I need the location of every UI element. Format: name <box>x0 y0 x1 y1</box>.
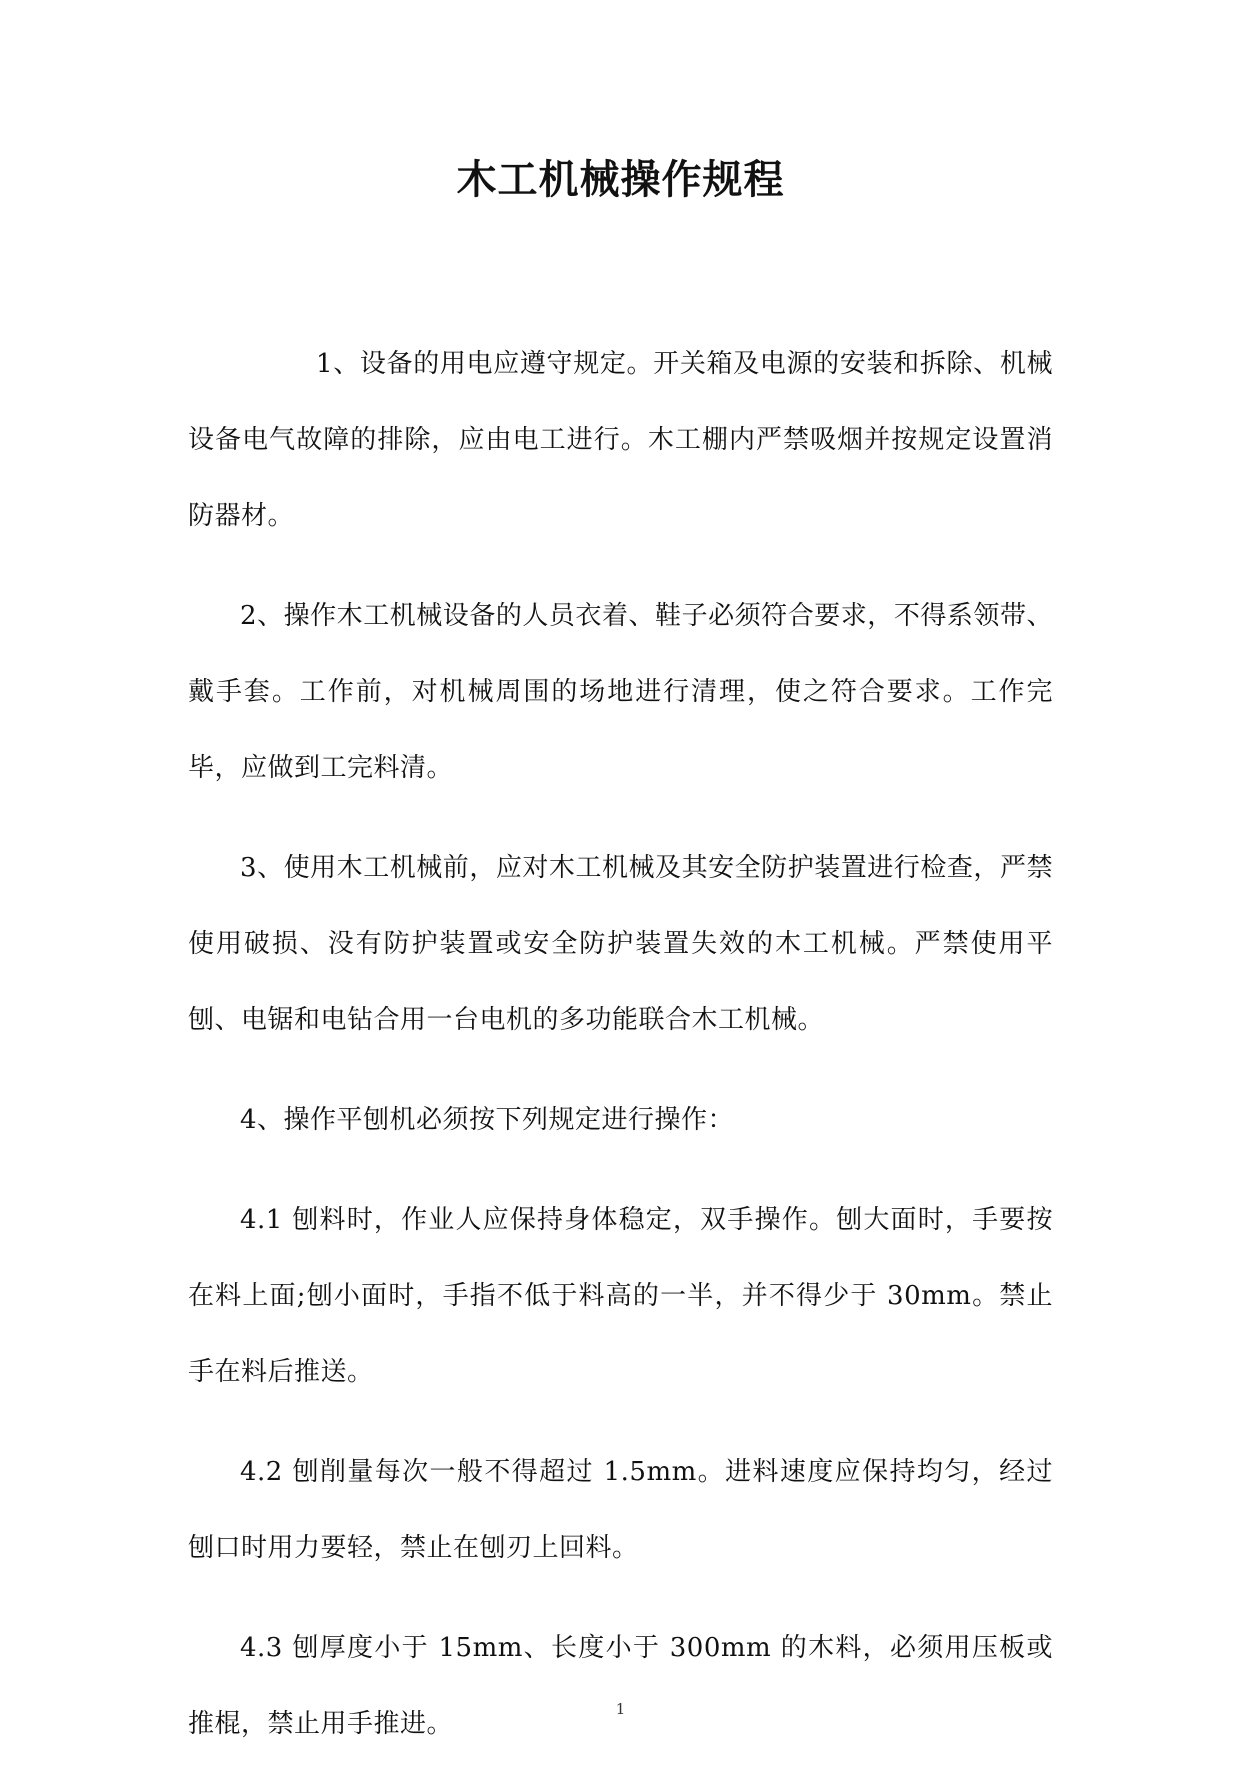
paragraph-2: 2、操作木工机械设备的人员衣着、鞋子必须符合要求，不得系领带、戴手套。工作前，对机械周围的场地进行清理，使之符合要求。工作完毕，应做到工完料清。 <box>188 601 1053 783</box>
paragraph-1: 1、设备的用电应遵守规定。开关箱及电源的安装和拆除、机械设备电气故障的排除，应由电工进行。木工棚内严禁吸烟并按规定设置消防器材。 <box>188 349 1053 531</box>
document-title: 木工机械操作规程 <box>456 156 785 203</box>
paragraph-4-3: 4.3 刨厚度小于 15mm、长度小于 300mm 的木料，必须用压板或推棍，禁止用手推进。 <box>188 1633 1053 1739</box>
paragraph-4: 4、操作平刨机必须按下列规定进行操作： <box>240 1105 735 1135</box>
paragraph-4-2: 4.2 刨削量每次一般不得超过 1.5mm。进料速度应保持均匀，经过刨口时用力要轻，禁止在刨刃上回料。 <box>188 1457 1053 1563</box>
page-number: 1 <box>615 1700 626 1718</box>
paragraph-3: 3、使用木工机械前，应对木工机械及其安全防护装置进行检查，严禁使用破损、没有防护装置或安全防护装置失效的木工机械。严禁使用平刨、电锯和电钻合用一台电机的多功能联合木工机械。 <box>188 853 1053 1035</box>
document-body <box>188 326 1053 1786</box>
paragraph-4-1: 4.1 刨料时，作业人应保持身体稳定，双手操作。刨大面时，手要按在料上面;刨小面时，手指不低于料高的一半，并不得少于 30mm。禁止手在料后推送。 <box>188 1205 1053 1387</box>
